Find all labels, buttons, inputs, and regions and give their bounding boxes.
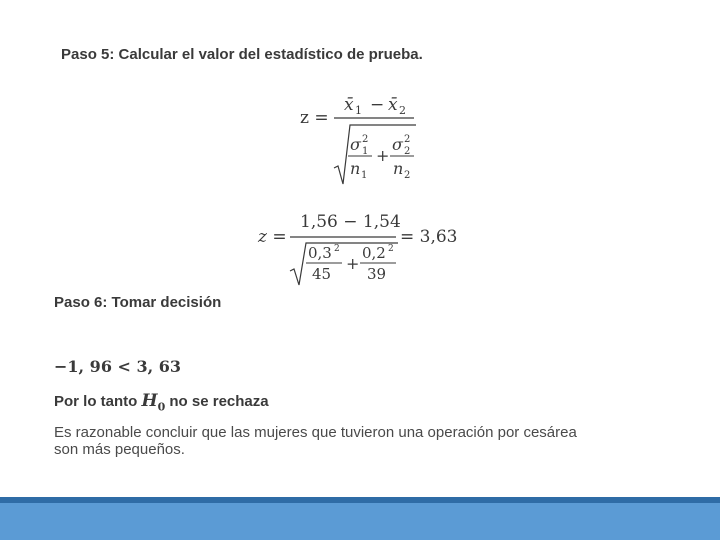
n1-sub: 1 — [361, 170, 368, 181]
interpretation-line2: son más pequeños. — [54, 441, 185, 458]
sigma1-sub: 1 — [362, 146, 369, 157]
frac1-sup: 2 — [334, 244, 340, 254]
x1-symbol: x̄ — [344, 95, 354, 115]
frac1-denominator: 45 — [312, 265, 332, 283]
frac2-denominator: 39 — [367, 265, 387, 283]
formula-general-lhs: z = — [300, 108, 329, 128]
h0-subscript: 0 — [157, 400, 166, 414]
interpretation-text — [54, 424, 694, 458]
h0-symbol: $H_0$ — [141, 391, 166, 414]
sigma2-sub: 2 — [404, 146, 411, 157]
step5-title: Paso 5: Calcular el valor del estadístico de prueba. — [61, 46, 423, 63]
interpretation-line1: Es razonable concluir que las mujeres que tuvieron una operación por cesárea — [54, 424, 577, 441]
formula-values-lhs: z = — [258, 227, 287, 247]
sigma2-symbol: σ — [392, 135, 403, 154]
x2-symbol: x̄ — [388, 95, 398, 115]
step6-title: Paso 6: Tomar decisión — [54, 294, 222, 311]
sigma1-symbol: σ — [350, 135, 361, 154]
n2-sub: 2 — [404, 170, 411, 181]
formula-general — [290, 88, 430, 188]
sigma2-sup: 2 — [404, 134, 411, 145]
conclusion-suffix: no se rechaza — [169, 393, 269, 410]
conclusion-prefix: Por lo tanto — [54, 393, 138, 410]
frac2-numerator: 0,2 — [362, 244, 386, 262]
sigma1-sup: 2 — [362, 134, 369, 145]
plus-sign: + — [376, 146, 390, 165]
x1-subscript: 1 — [355, 104, 362, 117]
n2-symbol: n — [393, 159, 404, 178]
values-plus-sign: + — [346, 254, 360, 273]
values-numerator: 1,56 − 1,54 — [300, 212, 401, 232]
comparison-expression: −1, 96 < 3, 63 — [54, 357, 182, 376]
x2-subscript: 2 — [399, 104, 406, 117]
frac2-sup: 2 — [388, 244, 394, 254]
frac1-numerator: 0,3 — [308, 244, 332, 262]
conclusion-line — [54, 391, 269, 413]
values-result: = 3,63 — [400, 227, 458, 247]
n1-symbol: n — [350, 159, 361, 178]
footer-band — [0, 503, 720, 540]
formula-values — [250, 205, 470, 290]
minus-sign: − — [370, 95, 385, 115]
